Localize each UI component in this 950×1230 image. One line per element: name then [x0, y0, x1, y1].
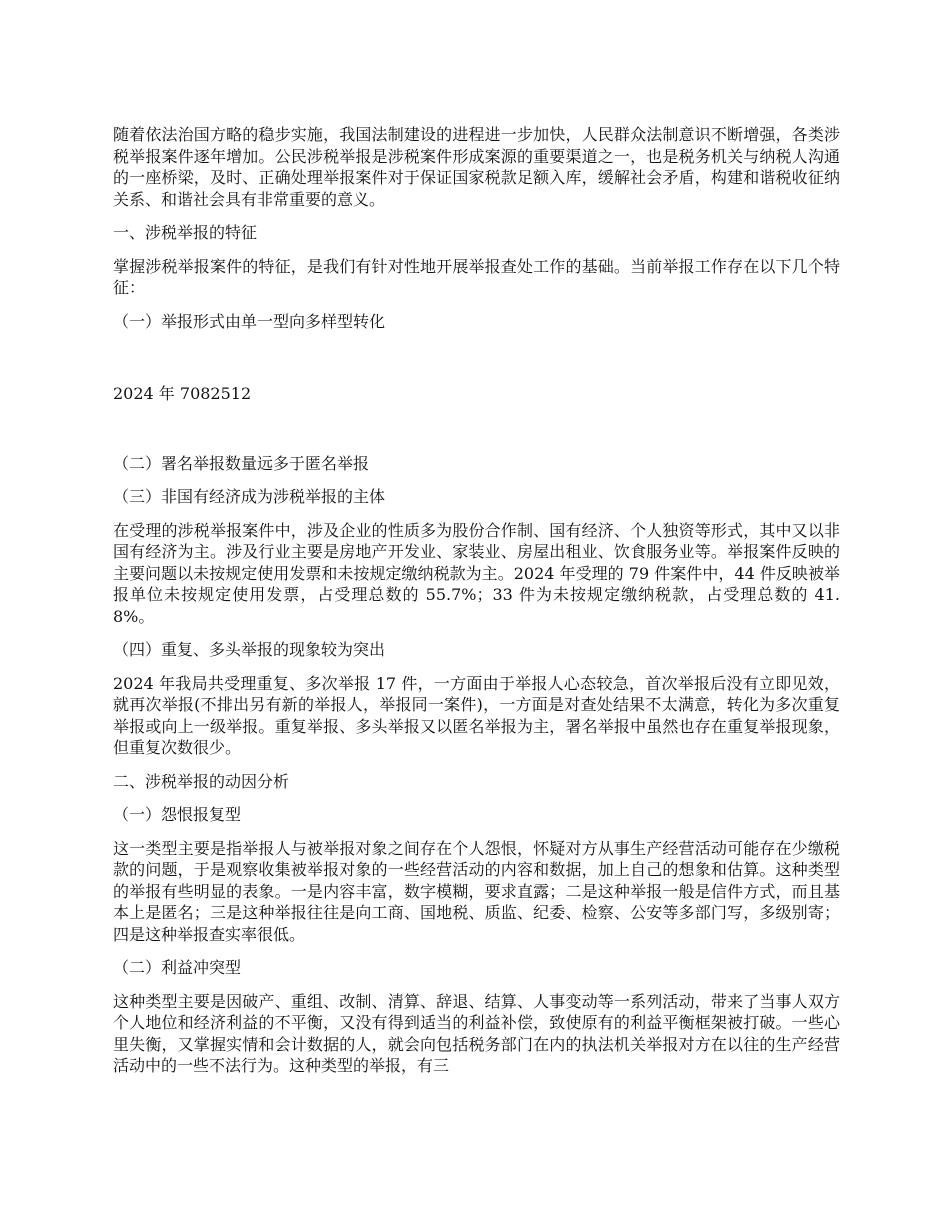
document-body — [113, 124, 840, 1089]
section-heading-1: 一、涉税举报的特征 — [113, 223, 258, 242]
paragraph-1-4: 2024 年我局共受理重复、多次举报 17 件，一方面由于举报人心态较急，首次举报后没有立即见效，就再次举报(不排出另有新的举报人，举报同一案件)，一方面是对查处结果不太满意，转化为多次重复举报或向上一级举报。重复举报、多头举报又以匿名举报为主，署名举报中虽然也存在重复举报现象，但重复次数很少。 — [113, 673, 840, 757]
section-heading-2: 二、涉税举报的动因分析 — [113, 771, 290, 791]
paragraph-2-2: 这种类型主要是因破产、重组、改制、清算、辞退、结算、人事变动等一系列活动，带来了当事人双方个人地位和经济利益的不平衡，又没有得到适当的利益补偿，致使原有的利益平衡框架被打破。一些心里失衡，又掌握实情和会计数据的人，就会向包括税务部门在内的执法机关举报对方在以往的生产经营活动中的一些不法行为。这种类型的举报，有三 — [113, 991, 840, 1075]
paragraph-1-3: 在受理的涉税举报案件中，涉及企业的性质多为股份合作制、国有经济、个人独资等形式，其中又以非国有经济为主。涉及行业主要是房地产开发业、家装业、房屋出租业、饮食服务业等。举报案件反映的主要问题以未按规定使用发票和未按规定缴纳税款为主。2024 年受理的 79 件案件中，44 件反映被举报单位未按规定使用发票，占受理总数的 55.7%；33 件为未按规定缴纳税款，占受理总数的 41.8%。 — [113, 520, 840, 626]
subheading-1-3: （三）非国有经济成为涉税举报的主体 — [113, 487, 386, 506]
subheading-1-2: （二）署名举报数量远多于匿名举报 — [113, 453, 370, 473]
year-line: 2024 年 7082512 — [113, 384, 252, 403]
subheading-2-1: （一）怨恨报复型 — [113, 805, 242, 824]
paragraph-2-1: 这一类型主要是指举报人与被举报对象之间存在个人怨恨，怀疑对方从事生产经营活动可能存在少缴税款的问题，于是观察收集被举报对象的一些经营活动的内容和数据，加上自己的想象和估算。这种类型的举报有些明显的表象。一是内容丰富，数字模糊，要求直露；二是这种举报一般是信件方式，而且基本上是匿名；三是这种举报往往是向工商、国地税、质监、纪委、检察、公安等多部门写，多级别寄；四是这种举报查实率很低。 — [113, 838, 840, 944]
subheading-1-4: （四）重复、多头举报的现象较为突出 — [113, 640, 386, 659]
subheading-2-2: （二）利益冲突型 — [113, 958, 242, 977]
section-1-intro-paragraph: 掌握涉税举报案件的特征，是我们有针对性地开展举报查处工作的基础。当前举报工作存在以下几个特征： — [113, 256, 840, 297]
subheading-1-1: （一）举报形式由单一型向多样型转化 — [113, 311, 386, 331]
intro-paragraph: 随着依法治国方略的稳步实施，我国法制建设的进程进一步加快，人民群众法制意识不断增强，各类涉税举报案件逐年增加。公民涉税举报是涉税案件形成案源的重要渠道之一，也是税务机关与纳税人沟通的一座桥梁，及时、正确处理举报案件对于保证国家税款足额入库，缓解社会矛盾，构建和谐税收征纳关系、和谐社会具有非常重要的意义。 — [113, 125, 840, 209]
